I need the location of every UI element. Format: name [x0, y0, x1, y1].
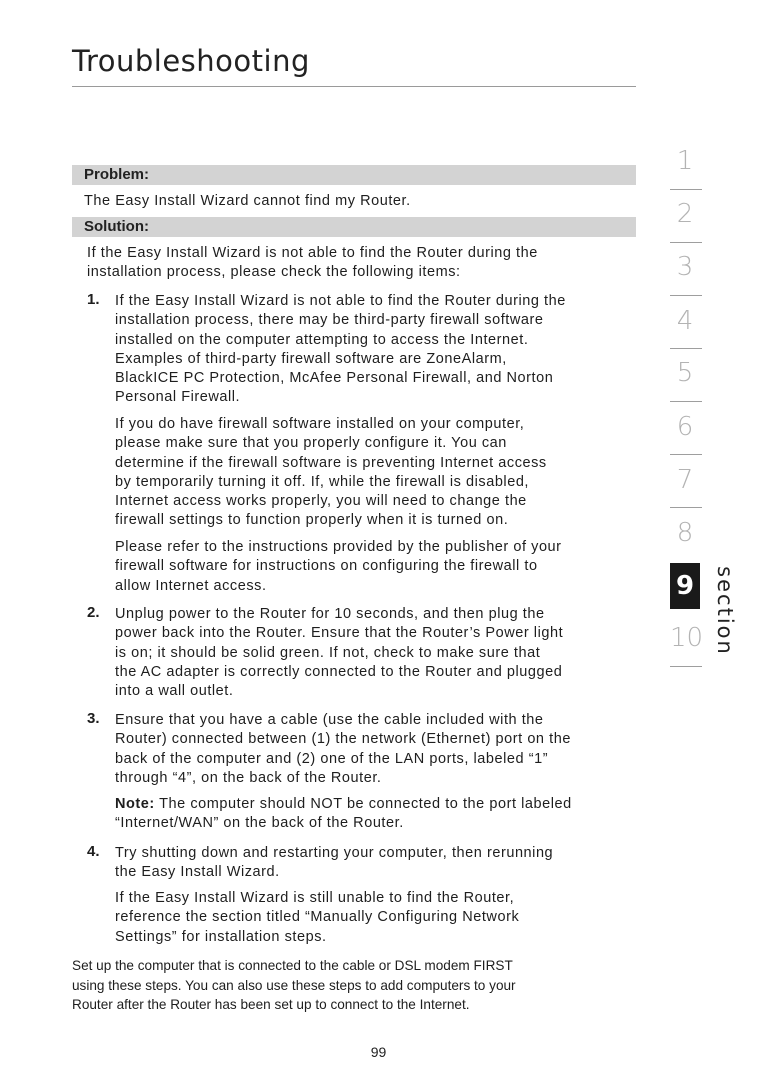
- step-number: 3.: [87, 710, 100, 727]
- footer-note: [72, 956, 632, 1015]
- solution-heading: Solution:: [84, 218, 149, 235]
- section-tab-5[interactable]: 5: [676, 358, 694, 388]
- text-line: using these steps. You can also use these steps to add computers to your: [72, 977, 516, 993]
- text-line: Settings” for installation steps.: [115, 928, 327, 945]
- section-divider: [670, 242, 702, 243]
- text-line: Router after the Router has been set up to connect to the Internet.: [72, 997, 470, 1013]
- text-line: If the Easy Install Wizard is still unable to find the Router,: [115, 890, 515, 906]
- text-line: Please refer to the instructions provided by the publisher of your: [115, 539, 562, 555]
- step-number: 1.: [87, 291, 100, 308]
- text-line: firewall settings to function properly when it is turned on.: [115, 512, 509, 529]
- text-line: “Internet/WAN” on the back of the Router.: [115, 815, 404, 832]
- text-line: Personal Firewall.: [115, 389, 241, 406]
- step-2-paragraph-1: [115, 605, 563, 701]
- step-3-paragraph-1: [115, 711, 571, 788]
- text-line: is on; it should be solid green. If not, check to make sure that: [115, 644, 541, 661]
- section-label: [707, 561, 743, 661]
- section-label-text: section: [713, 566, 737, 656]
- text-line: back of the computer and (2) one of the LAN ports, labeled “1”: [115, 750, 549, 767]
- text-line: If you do have firewall software installed on your computer,: [115, 416, 525, 432]
- title-rule: [72, 86, 636, 87]
- text-line: If the Easy Install Wizard is not able to find the Router during the: [87, 245, 538, 261]
- section-divider: [670, 348, 702, 349]
- section-tab-9-active[interactable]: 9: [670, 563, 700, 609]
- step-3-note: [115, 795, 572, 834]
- step-number: 2.: [87, 604, 100, 621]
- text-line: installed on the computer attempting to access the Internet.: [115, 331, 529, 348]
- text-line: Examples of third-party firewall software are ZoneAlarm,: [115, 350, 507, 367]
- section-divider: [670, 507, 702, 508]
- text-line: Ensure that you have a cable (use the cable included with the: [115, 712, 544, 728]
- text-line: Internet access works properly, you will need to change the: [115, 493, 527, 510]
- problem-heading-bar: [72, 165, 636, 185]
- text-line: installation process, please check the following items:: [87, 264, 461, 281]
- section-divider: [670, 454, 702, 455]
- text-line: allow Internet access.: [115, 577, 267, 594]
- problem-text: The Easy Install Wizard cannot find my Router.: [84, 193, 411, 209]
- section-tab-2[interactable]: 2: [676, 199, 694, 229]
- text-line: power back into the Router. Ensure that the Router’s Power light: [115, 625, 564, 642]
- section-divider: [670, 666, 702, 667]
- section-tab-10[interactable]: 10: [670, 623, 704, 653]
- text-line: BlackICE PC Protection, McAfee Personal Firewall, and Norton: [115, 370, 554, 387]
- section-divider: [670, 401, 702, 402]
- section-tab-4[interactable]: 4: [676, 306, 694, 336]
- section-tab-3[interactable]: 3: [676, 252, 694, 282]
- note-label: Note:: [115, 796, 155, 812]
- step-1-paragraph-2: [115, 415, 547, 531]
- page-title: Troubleshooting: [72, 44, 310, 78]
- step-4-paragraph-1: [115, 844, 553, 883]
- text-line: Try shutting down and restarting your computer, then rerunning: [115, 845, 554, 861]
- page-number: 99: [370, 1044, 387, 1060]
- section-tab-1[interactable]: 1: [676, 146, 694, 176]
- section-divider: [670, 189, 702, 190]
- text-line: The computer should NOT be connected to the port labeled: [154, 796, 572, 812]
- text-line: If the Easy Install Wizard is not able to find the Router during the: [115, 293, 566, 309]
- text-line: determine if the firewall software is preventing Internet access: [115, 454, 547, 471]
- text-line: Router) connected between (1) the network (Ethernet) port on the: [115, 731, 571, 748]
- text-line: the Easy Install Wizard.: [115, 864, 280, 881]
- step-number: 4.: [87, 843, 100, 860]
- text-line: into a wall outlet.: [115, 683, 234, 700]
- text-line: by temporarily turning it off. If, while the firewall is disabled,: [115, 473, 530, 490]
- text-line: Set up the computer that is connected to the cable or DSL modem FIRST: [72, 958, 513, 973]
- text-line: installation process, there may be third-party firewall software: [115, 312, 544, 329]
- text-line: firewall software for instructions on configuring the firewall to: [115, 558, 538, 575]
- text-line: Unplug power to the Router for 10 seconds, and then plug the: [115, 606, 545, 622]
- problem-heading: Problem:: [84, 166, 150, 183]
- section-divider: [670, 295, 702, 296]
- step-4-paragraph-2: [115, 889, 519, 947]
- text-line: reference the section titled “Manually Configuring Network: [115, 909, 520, 926]
- text-line: please make sure that you properly configure it. You can: [115, 435, 507, 452]
- solution-heading-bar: [72, 217, 636, 237]
- section-tab-6[interactable]: 6: [676, 412, 694, 442]
- text-line: the AC adapter is correctly connected to the Router and plugged: [115, 663, 563, 680]
- section-tab-8[interactable]: 8: [676, 518, 694, 548]
- step-1-paragraph-3: [115, 538, 562, 596]
- section-tab-7[interactable]: 7: [676, 465, 694, 495]
- solution-intro: [87, 244, 538, 283]
- text-line: through “4”, on the back of the Router.: [115, 769, 382, 786]
- step-1-paragraph-1: [115, 292, 566, 408]
